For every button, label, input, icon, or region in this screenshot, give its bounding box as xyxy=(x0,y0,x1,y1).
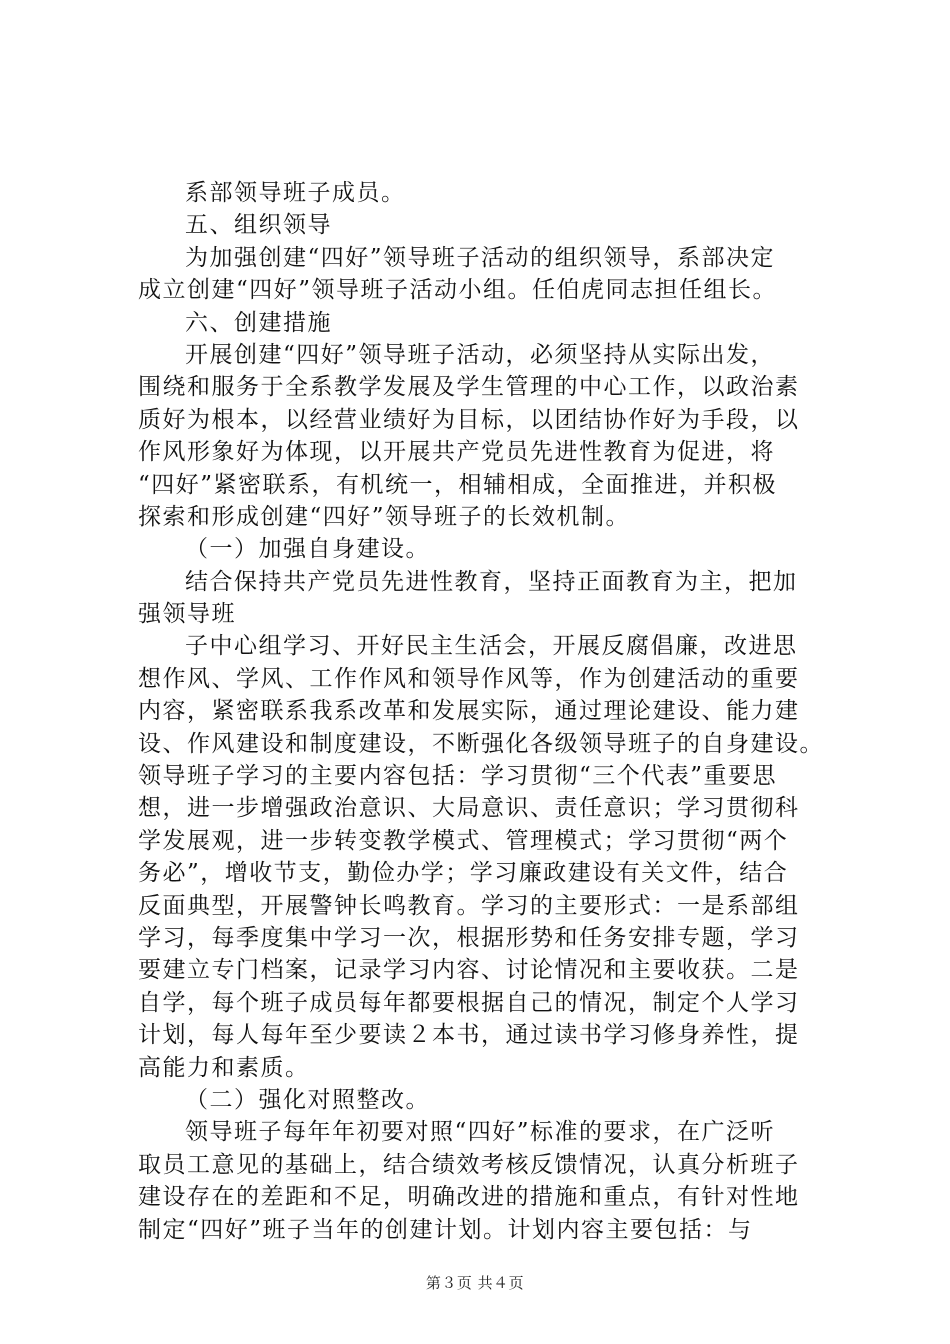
text-line: 学习，每季度集中学习一次，根据形势和任务安排专题，学习 xyxy=(138,924,800,951)
page-footer: 第３页 共４页 xyxy=(425,1274,525,1292)
text-line: 探索和形成创建“四好”领导班子的长效机制。 xyxy=(138,503,631,530)
text-line: 设、作风建设和制度建设，不断强化各级领导班子的自身建设。 xyxy=(138,730,824,757)
text-line: 高能力和素质。 xyxy=(138,1054,310,1081)
document-body xyxy=(138,177,838,1246)
text-line: 内容，紧密联系我系改革和发展实际，通过理论建设、能力建 xyxy=(138,698,800,725)
text-line: 为加强创建“四好”领导班子活动的组织领导，系部决定 xyxy=(185,244,776,271)
text-line: 想作风、学风、工作作风和领导作风等，作为创建活动的重要 xyxy=(138,665,800,692)
text-line: 系部领导班子成员。 xyxy=(185,180,406,206)
text-line: 六、创建措施 xyxy=(185,309,332,336)
text-line: 强领导班 xyxy=(138,601,236,628)
text-line: 自学，每个班子成员每年都要根据自己的情况，制定个人学习 xyxy=(138,989,800,1016)
text-line: 作风形象好为体现，以开展共产党员先进性教育为促进，将 xyxy=(138,439,775,466)
text-line: “四好”紧密联系，有机统一，相辅相成，全面推进，并积极 xyxy=(138,471,778,498)
text-line: 建设存在的差距和不足，明确改进的措施和重点，有针对性地 xyxy=(138,1184,800,1211)
text-line: 想，进一步增强政治意识、大局意识、责任意识；学习贯彻科 xyxy=(138,795,800,822)
text-line: 领导班子每年年初要对照“四好”标准的要求，在广泛听 xyxy=(185,1119,776,1146)
text-line: （一）加强自身建设。 xyxy=(185,536,430,563)
text-line: 制定“四好”班子当年的创建计划。计划内容主要包括：与 xyxy=(138,1216,753,1243)
text-line: 领导班子学习的主要内容包括：学习贯彻“三个代表”重要思 xyxy=(138,763,778,790)
text-line: 开展创建“四好”领导班子活动，必须坚持从实际出发， xyxy=(185,341,776,368)
text-line: 要建立专门档案，记录学习内容、讨论情况和主要收获。二是 xyxy=(138,957,800,984)
text-line: 学发展观，进一步转变教学模式、管理模式；学习贯彻“两个 xyxy=(138,827,789,854)
text-line: 围绕和服务于全系教学发展及学生管理的中心工作，以政治素 xyxy=(138,374,800,401)
text-line: 结合保持共产党员先进性教育，坚持正面教育为主，把加 xyxy=(185,568,798,595)
text-line: 子中心组学习、开好民主生活会，开展反腐倡廉，改进思 xyxy=(185,633,798,660)
text-line: （二）强化对照整改。 xyxy=(185,1086,430,1113)
text-line: 务必”，增收节支，勤俭办学；学习廉政建设有关文件，结合 xyxy=(138,860,789,887)
text-line: 取员工意见的基础上，结合绩效考核反馈情况，认真分析班子 xyxy=(138,1151,800,1178)
text-line: 五、组织领导 xyxy=(185,212,332,239)
text-line: 反面典型，开展警钟长鸣教育。学习的主要形式：一是系部组 xyxy=(138,892,800,919)
text-line: 计划，每人每年至少要读２本书，通过读书学习修身养性，提 xyxy=(138,1022,800,1049)
text-line: 质好为根本，以经营业绩好为目标，以团结协作好为手段，以 xyxy=(138,406,800,433)
text-line: 成立创建“四好”领导班子活动小组。任伯虎同志担任组长。 xyxy=(138,277,778,304)
